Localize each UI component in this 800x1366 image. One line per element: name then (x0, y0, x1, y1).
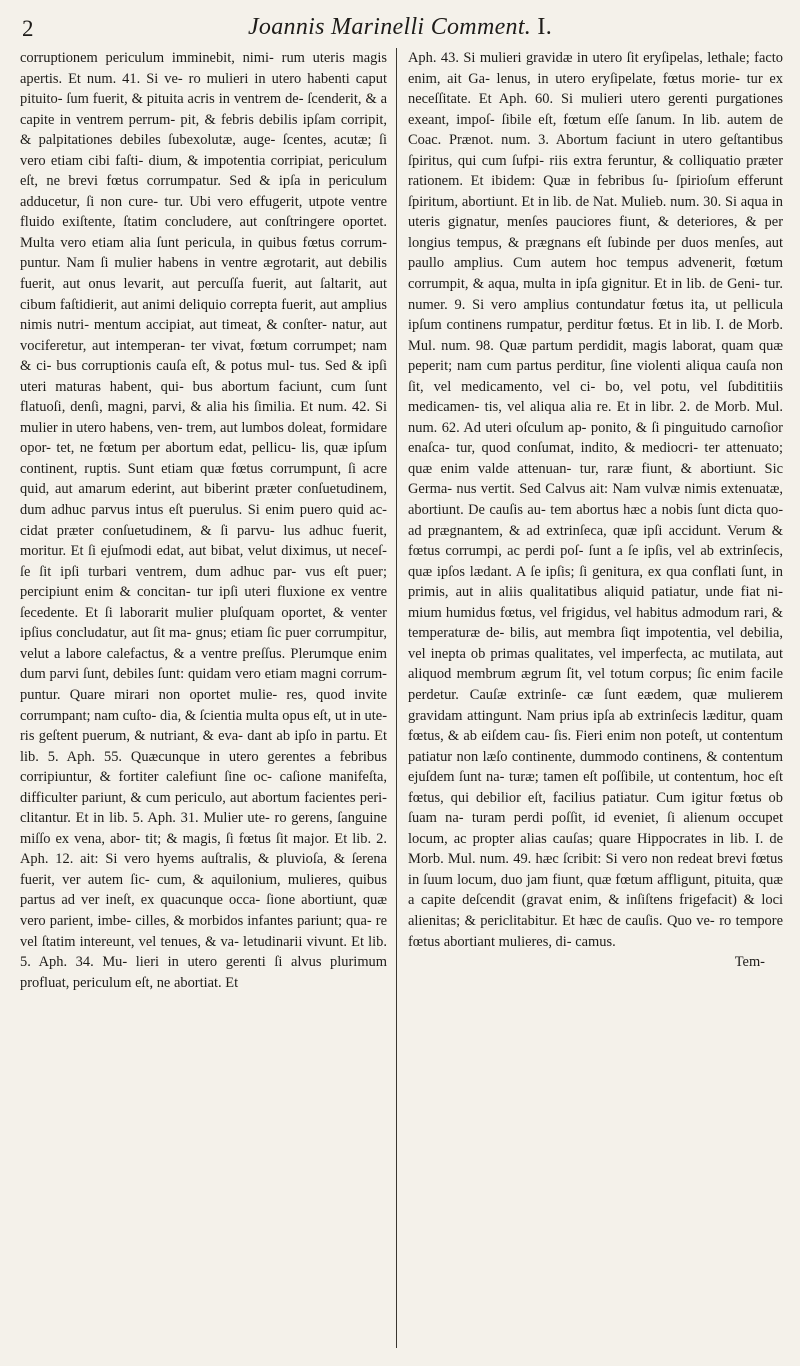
title-author: Joannis Marinelli Comment. (247, 14, 532, 40)
left-column-text: corruptionem periculum imminebit, nimi- rum uteris magis apertis. Et num. 41. Si ve- ro mulieri in utero habenti caput pituito- ſum fuerit, & pituita acris in ventrem de- ſcenderit, & a capite in ventrem perrum- pit, & febris debilis ipſam corripit, & palpitationes debiles ſubexolutæ, auge- ſcentes, acutæ; ſi vero etiam cibi faſti- dium, & impotentia corripiat, periculum eſt, ne brevi fœtus corrumpatur. Sed & ipſa in periculum adducetur, ſi non cure- tur. Ubi vero effugerit, utpote ventre fluido exiſtente, ſtatim concludere, aut conſtringere oportet. Multa vero etiam alia ſunt pericula, in quibus fœtus corrum- puntur. Nam ſi mulier habens in ventre ægrotarit, aut debilis fuerit, aut onus levarit, aut percuſſa fuerit, aut ſaltarit, aut cibum faſtidierit, aut animi deliquio correpta fuerit, aut amplius nimis nutri- mentum accipiat, aut timeat, & conſter- natur, aut vociferetur, aut intemperan- ter vivat, fœtum corrumpet; nam & ci- bus corruptionis cauſa eſt, & potus mul- tus. Sed & ipſi uteri maturas habent, qui- bus abortum faciunt, cum ſunt flatuoſi, denſi, magni, parvi, & alia his ſimilia. Et num. 42. Si mulier in utero habens, ven- trem, aut lumbos doleat, formidare opor- tet, ne fœtum per abortum edat, pellicu- lis, quæ ipſum continent, ruptis. Sunt etiam quæ fœtus corrumpunt, ſi acre quid, aut amarum ederint, aut biberint præter conſuetudinem, dum adhuc parvus intus eſt puerulus. Si enim puero quid ac- cidat præter conſuetudinem, & ſi parvu- lus adhuc fuerit, moritur. Et ſi ejuſmodi edat, aut bibat, velut diximus, ut neceſ- ſe ſit ipſi turbari ventrem, dum adhuc par- vus eſt puer; percipiunt enim & concitan- tur ipſi uteri fluxione ex ventre ſecedente. Et ſi laborarit mulier pluſquam oportet, & venter ipſius concludatur, aut ſit ma- gnus; etiam ſic puer corrumpitur, velut a labore calefactus, & a ventre preſſus. Plerumque enim dum parvi ſunt, debiles ſunt: quidam vero etiam magni corrum- puntur. Quare mirari non oportet mulie- res, quod invite corrumpant; nam cuſto- dia, & ſcientia multa opus eſt, ut in ute- ris geſtent puerum, & nutriant, & eva- dant ab ipſo in partu. Et lib. 5. Aph. 55. Quæcunque in utero gerentes a febribus corripiuntur, & fortiter calefiunt ſine oc- caſione manifeſta, difficulter pariunt, & cum periculo, aut abortum facientes peri- clitantur. Et in lib. 5. Aph. 31. Mulier ute- ro gerens, ſanguine miſſo ex vena, abor- tit; & magis, ſi fœtus ſit major. Et lib. 2. Aph. 12. ait: Si vero hyems auſtralis, & pluvioſa, & ſerena fuerit, ver autem ſic- cum, & aquilonium, mulieres, quibus partus ad ver ineſt, ex quacunque occa- ſione abortiunt, quæ vero parient, imbe- cilles, & morbidos infantes pariunt; qua- re vel ſtatim intereunt, vel tenues, & va- letudinarii vivunt. Et lib. 5. Aph. 34. Mu- lieri in utero gerenti ſi alvus plurimum profluat, periculum eſt, ne abortiat. Et (20, 50, 387, 991)
right-column-text: Aph. 43. Si mulieri gravidæ in utero ſit eryſipelas, lethale; facto enim, ait Ga- lenus, in utero eryſipelate, fœtus morie- tur ex neceſſitate. Et Aph. 60. Si mulieri utero gerenti purgationes exeant, impoſ- ſibile eſt, fœtum eſſe ſanum. In lib. autem de Coac. Prænot. num. 3. Abortum faciunt in utero geſtantibus ſpiritus, qui cum ſufpi- riis extra feruntur, & colliquatio præter rationem. Et ibidem: Quæ in febribus ſu- ſpirioſum efferunt ſpiritum, abortiunt. Et in lib. de Nat. Mulieb. num. 30. Si aqua in uteris gignatur, menſes pauciores fiunt, & deteriores, & per longius tempus, & prægnans eſt ſubinde per duos menſes, aut paullo amplius. Cum autem hoc tempus advenerit, fœtum corrumpit, & aqua, multa in ipſa gignitur. Et in lib. de Geni- tur. numer. 9. Si vero amplius contundatur fœtus ita, ut pellicula ipſum continens rumpatur, perditur fœtus. Et in lib. I. de Morb. Mul. num. 98. Quæ partum perdidit, magis laborat, quam quæ peperit; nam cum partus perditur, ſine violenti aliqua cauſa non ſit, vel medicamento, vel ci- bo, vel potu, vel ſubdititiis medicamen- tis, vel aliqua alia re. Et in libr. 2. de Morb. Mul. num. 62. Ad uteri oſculum ap- ponito, & ſi pinguitudo carnoſior enaſca- tur, quod conſumat, indito, & mediocri- ter attenuato; quæ enim valde attenuan- tur, raræ fiunt, & abortiunt. Sic Germa- nus vertit. Sed Calvus ait: Nam vulvæ nimis extenuatæ, abortiunt. De cauſis au- tem abortus hæc a nobis ſunt dicta quo- ad prægnantem, & ad extrinſeca, quæ ipſi accidunt. Verum & fœtus corrumpi, ac perdi poſ- ſunt a ſe ipſis, vel ab extrinſecis, quæ ipſos lædant. A ſe ipſis; ſi genitura, ex qua conflati ſunt, in primis, aut in aliis qualitatibus aliquid patiatur, unde fiat ni- mium humidus fœtus, vel frigidus, vel habitus admodum rari, & temperaturæ de- bilis, aut membra ſiqt impotentia, vel debilia, vel inepta ob primas qualitates, vel imperfecta, ac mutilata, aut aliquod membrum ægrum ſit, vel totum corpus; ſic enim facile perdetur. Cauſæ extrinſe- cæ ſunt eædem, quæ mulierem gravidam attingunt. Nam prius ipſa ab extrinſecis læditur, quam fœtus, & ab eiſdem cau- ſis. Fieri enim non poteſt, ut contentum patiatur non læſo continente, dummodo continens, & contentum ejuſdem ſunt na- turæ; tamen eſt poſſibile, ut contentum, hoc eſt fœtus, qui debilior eſt, facilius patiatur. Cum igitur fœtus ob ſuam na- turam perdi poſſit, id eveniet, ſi alienum occupet locum, ac propter alias cauſas; quare Hippocrates in lib. I. de Morb. Mul. num. 49. hæc ſcribit: Si vero non redeat brevi fœtus in ſuum locum, duo jam fiunt, quæ fœtum affligunt, pituita, quæ a capite deſcendit (gravat enim, & inſiſtens frigefacit) & loci alienitas; & periclitabitur. Et hæc de cauſis. Quo ve- ro tempore fœtus abortiant mulieres, di- camus. (408, 50, 783, 950)
running-title (0, 14, 800, 41)
text-columns (20, 48, 792, 1348)
catchword: Tem- (734, 954, 765, 971)
title-section: I. (537, 14, 552, 40)
left-column (20, 48, 397, 1348)
page-number: 2 (22, 16, 34, 41)
right-column (397, 48, 792, 1348)
running-header (0, 12, 800, 46)
